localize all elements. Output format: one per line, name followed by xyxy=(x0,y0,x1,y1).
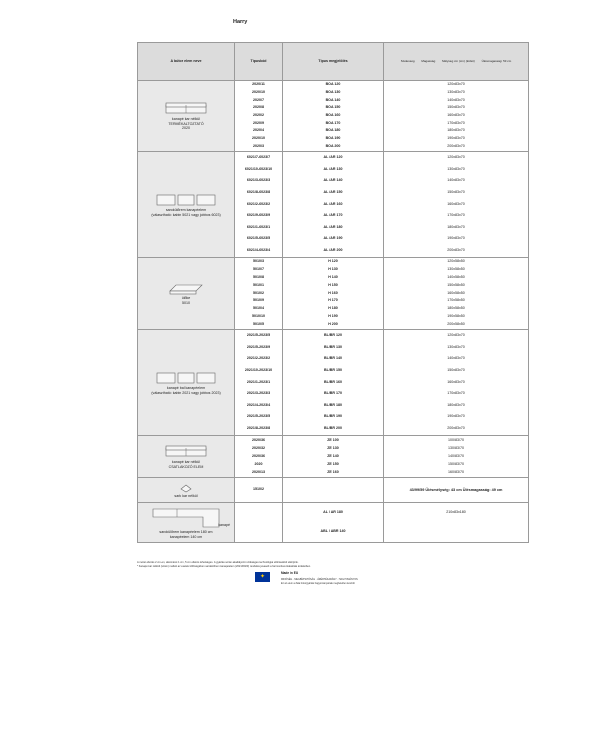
type-label: ABL / ABR 140 xyxy=(320,529,346,534)
type-code: 2020/11 xyxy=(252,82,265,87)
type-code: 2021/2-2023/2 xyxy=(246,356,271,361)
header-item-name: A bútor elem neve xyxy=(138,43,235,81)
type-code: 2020/2 xyxy=(253,113,264,118)
type-code: 5010/9 xyxy=(253,298,264,303)
dimensions-value: 210x83x180 xyxy=(446,510,466,515)
item-name-label: (választható: kabin 5021 vagy jobbos 6023) xyxy=(151,212,221,217)
item-name-label: sark kar nélkül xyxy=(174,493,198,498)
dimensions-cell xyxy=(384,81,529,152)
dimensions-value: 200x83x70 xyxy=(447,425,465,430)
dimensions-cell xyxy=(384,258,529,330)
type-label: H 190 xyxy=(328,313,338,318)
type-code-cell xyxy=(235,330,283,436)
type-code: 2021/5-2023/9 xyxy=(246,344,271,349)
dimensions-value: 160x58x50 xyxy=(447,290,465,295)
type-label: BOA 120 xyxy=(325,82,341,87)
type-label: BOA 160 xyxy=(325,113,341,118)
dimensions-value: 190x58x50 xyxy=(447,313,465,318)
type-code: 6021/8-6023/8 xyxy=(246,189,271,194)
dimensions-value: 150/83/70 xyxy=(448,461,464,466)
type-code: 2020/3 xyxy=(253,143,264,148)
sofa-sketch-icon xyxy=(165,445,207,459)
dimensions-value: 150x58x50 xyxy=(447,282,465,287)
type-code: 5010/8 xyxy=(253,274,264,279)
type-label: BL/BR 120 xyxy=(324,333,342,338)
type-code: 1510/2 xyxy=(253,487,264,492)
table-row xyxy=(138,152,529,258)
type-label: BOA 200 xyxy=(325,143,341,148)
l-shape-sofa-sketch-icon xyxy=(151,507,221,529)
type-label: ZE 130 xyxy=(327,445,339,450)
dimensions-value: 190x83x70 xyxy=(447,236,465,241)
dimensions-value: 120x83x70 xyxy=(447,82,465,87)
table-row xyxy=(138,330,529,436)
item-name-cell xyxy=(138,436,235,478)
type-code: 2021/8-2023/8 xyxy=(246,425,271,430)
type-label: BL/BR 190 xyxy=(324,414,342,419)
type-code: 6021/4-6023/4 xyxy=(246,247,271,252)
dimensions-value: 130x83x70 xyxy=(447,166,465,171)
type-label: ZE 150 xyxy=(327,461,339,466)
stool-sketch-icon xyxy=(179,483,193,493)
item-name-label: 5010 xyxy=(182,300,190,305)
type-label: AL /AR 140 xyxy=(323,178,343,183)
dimensions-value: 130x58x50 xyxy=(447,267,465,272)
type-code-cell xyxy=(235,152,283,258)
made-in-label: Made in EU xyxy=(281,571,299,575)
dimensions-value: 180x83x70 xyxy=(447,128,465,133)
item-name-label: TERMÉKALTOZTATÓ xyxy=(168,121,204,126)
header-dim-height: Magasság xyxy=(421,58,436,63)
item-name-cell xyxy=(138,330,235,436)
header-dimensions xyxy=(384,43,529,81)
type-code-cell xyxy=(235,478,283,503)
dimensions-value: 200x83x70 xyxy=(447,143,465,148)
type-code-cell xyxy=(235,81,283,152)
dimensions-value: 150x83x70 xyxy=(447,189,465,194)
type-label: BOA 140 xyxy=(325,97,341,102)
type-code: 2020 xyxy=(254,461,263,466)
dimensions-value: 160x83x70 xyxy=(447,201,465,206)
type-label: AL /AR 170 xyxy=(323,213,343,218)
type-label: ZE 140 xyxy=(327,453,339,458)
dimensions-value: 180x58x50 xyxy=(447,306,465,311)
dimensions-value: 200x83x70 xyxy=(447,247,465,252)
type-label: BOA 130 xyxy=(325,90,341,95)
type-label: AL /AR 160 xyxy=(323,201,343,206)
type-label: BL/BR 170 xyxy=(324,391,342,396)
type-label: BOA 180 xyxy=(325,128,341,133)
item-name-cell xyxy=(138,503,235,543)
type-code: 2020/4 xyxy=(253,128,264,133)
type-label-cell xyxy=(283,152,384,258)
dimensions-value: 100/83/70 xyxy=(448,437,464,442)
quality-note: MINŐSÉG · MEGBÍZHATÓSÁG · ÁRÉRTÉKARÁNY · HAGYOMÁNYOS xyxy=(281,578,358,581)
type-code: 5010/4 xyxy=(253,306,264,311)
type-code: 5010/3 xyxy=(253,259,264,264)
type-code: 2021/5-2023/5 xyxy=(246,333,271,338)
type-label: BOA 150 xyxy=(325,105,341,110)
tradition-note: Ez az elem a Zala bútorgyártás hagyományainak megfelelően készült xyxy=(281,582,355,585)
type-code: 6021/10-6023/10 xyxy=(244,166,273,171)
item-name-label: sarokülőrem kanapéelem 180 cm xyxy=(159,529,213,534)
dimensions-value: 140x83x70 xyxy=(447,356,465,361)
dimensions-value: 170x83x70 xyxy=(447,213,465,218)
dimensions-value: 43/99/59 Ülésmélység: 43 cm Ülésmagasság: 49 cm xyxy=(409,487,503,492)
dimensions-value: 130x83x70 xyxy=(447,344,465,349)
type-code: 2020/32 xyxy=(252,445,265,450)
footer-note-tolerance: A méret eltérés 2 cm-en, alsóméret 1 cm, 5 cm eltérés lehetséges. A gyártás során akadályozó szükséges technológiai előírásoktól eltérjünk. xyxy=(137,561,299,564)
type-label: BOA 190 xyxy=(325,135,341,140)
sofa-sketch-icon xyxy=(165,102,207,116)
type-label: H 160 xyxy=(328,290,338,295)
dimensions-value: 190x83x70 xyxy=(447,135,465,140)
type-label: H 120 xyxy=(328,259,338,264)
item-name-label: kanapé kar nélkül xyxy=(171,459,201,464)
type-label: BL/BR 140 xyxy=(324,356,342,361)
dimensions-value: 160/83/70 xyxy=(448,469,464,474)
type-label: AL /AR 190 xyxy=(323,236,343,241)
type-code-cell xyxy=(235,436,283,478)
type-label: BL/BR 180 xyxy=(324,402,342,407)
header-dim-seat: Ülésmagasság: 53 cm xyxy=(481,58,512,63)
dimensions-value: 160x83x70 xyxy=(447,379,465,384)
dimensions-value: 180x83x70 xyxy=(447,224,465,229)
type-code: 2021/3-2023/3 xyxy=(246,391,271,396)
footer-note-recommendation: * Kanapé kar nélküli (szám) mellett az esetek többségében sarokülőrem kanapéelem (2021/6023) rendelés javasolt a harmonikus kialakítás érdekében. xyxy=(137,565,311,568)
type-label: AL /AR 130 xyxy=(323,166,343,171)
type-label: AL /AR 150 xyxy=(323,189,343,194)
type-code-cell xyxy=(235,258,283,330)
item-name-cell xyxy=(138,258,235,330)
type-code: 2021/10-2023/10 xyxy=(244,367,273,372)
table-header-row xyxy=(138,43,529,81)
header-dim-width: Szélesség xyxy=(400,58,415,63)
type-code: 2020/7 xyxy=(253,97,264,102)
dimensions-value: 130x83x70 xyxy=(447,90,465,95)
type-label: AL /AR 120 xyxy=(323,155,343,160)
type-label: BL/BR 150 xyxy=(324,367,342,372)
type-label: BL/BR 130 xyxy=(324,344,342,349)
type-code: 2020/36 xyxy=(252,453,265,458)
dimensions-value xyxy=(384,523,528,542)
table-row xyxy=(138,81,529,152)
type-label-cell xyxy=(283,81,384,152)
type-code xyxy=(235,504,282,523)
dimensions-cell xyxy=(384,436,529,478)
dimensions-cell xyxy=(384,478,529,503)
dimensions-value: 120x83x70 xyxy=(447,155,465,160)
type-code: 6021/1-6023/1 xyxy=(246,224,271,229)
dimensions-value: 160x83x70 xyxy=(447,113,465,118)
item-name-label: CSATLAKOZÓ ELEM xyxy=(168,464,204,469)
type-code: 2020/13 xyxy=(252,469,265,474)
item-name-cell xyxy=(138,152,235,258)
type-label: H 180 xyxy=(328,306,338,311)
type-code: 6021/2-6023/2 xyxy=(246,201,271,206)
dimensions-value: 120x58x50 xyxy=(447,259,465,264)
type-code: 5010/1 xyxy=(253,282,264,287)
header-dim-depth: Mélység cm (cm) (külső) xyxy=(442,58,475,63)
dimensions-cell xyxy=(384,503,529,543)
type-code: 5010/5 xyxy=(253,321,264,326)
dimensions-value: 150x83x70 xyxy=(447,105,465,110)
type-code: 5010/10 xyxy=(252,313,265,318)
item-name-label: kanapéelem 140 cm xyxy=(169,534,203,539)
type-code: 2020/10 xyxy=(252,90,265,95)
type-label: H 140 xyxy=(328,274,338,279)
item-name-label: kanapé bal kanapéelem xyxy=(166,385,206,390)
dimensions-value: 140x83x70 xyxy=(447,97,465,102)
type-label: AL /AR 180 xyxy=(323,224,343,229)
item-name-cell xyxy=(138,478,235,503)
table-row xyxy=(138,503,529,543)
type-code: 2021/1-2023/1 xyxy=(246,379,271,384)
dimensions-value: 140/83/70 xyxy=(448,453,464,458)
type-label xyxy=(283,479,383,502)
type-code: 5010/7 xyxy=(253,267,264,272)
item-name-cell xyxy=(138,81,235,152)
type-code: 2020/36 xyxy=(252,437,265,442)
dimensions-value: 170x58x50 xyxy=(447,298,465,303)
dimensions-cell xyxy=(384,152,529,258)
type-code: 2020/10 xyxy=(252,135,265,140)
type-label-cell xyxy=(283,258,384,330)
type-label: H 200 xyxy=(328,321,338,326)
header-type-code: Típuskód xyxy=(235,43,283,81)
type-code: 6021/7-6023/7 xyxy=(246,155,271,160)
type-code: 6021/3-6023/3 xyxy=(246,178,271,183)
dimensions-value: 120x83x70 xyxy=(447,333,465,338)
type-label: H 150 xyxy=(328,282,338,287)
dimensions-value: 130/83/70 xyxy=(448,445,464,450)
dimensions-value: 170x83x70 xyxy=(447,391,465,396)
eu-flag-icon: ✦ xyxy=(255,572,270,582)
dimensions-value: 190x83x70 xyxy=(447,414,465,419)
type-code-cell xyxy=(235,503,283,543)
item-name-label: kanapé kar nélkül xyxy=(171,116,201,121)
dimensions-cell xyxy=(384,330,529,436)
type-code xyxy=(235,523,282,542)
dimensions-value: 150x83x70 xyxy=(447,367,465,372)
item-name-label: 2020 xyxy=(182,126,190,131)
type-label: BL/BR 160 xyxy=(324,379,342,384)
table-row xyxy=(138,478,529,503)
table-row xyxy=(138,436,529,478)
type-label: H 130 xyxy=(328,267,338,272)
type-code: 5010/2 xyxy=(253,290,264,295)
page-title: Harry xyxy=(233,19,248,25)
type-label-cell xyxy=(283,503,384,543)
seat-sketch-icon xyxy=(168,283,204,295)
product-spec-table xyxy=(137,42,529,543)
dimensions-value: 200x58x50 xyxy=(447,321,465,326)
type-label: AL / AR 180 xyxy=(323,510,343,515)
header-type-label: Típus megjelölés xyxy=(283,43,384,81)
type-code: 2020/8 xyxy=(253,105,264,110)
dimensions-value: 140x83x70 xyxy=(447,178,465,183)
dimensions-value: 180x83x70 xyxy=(447,402,465,407)
item-name-label: ülőke xyxy=(181,295,191,300)
corner-sofa-sketch-icon xyxy=(156,193,216,207)
type-code: 2020/9 xyxy=(253,120,264,125)
type-label: H 170 xyxy=(328,298,338,303)
type-label: ZE 160 xyxy=(327,469,339,474)
type-label-cell xyxy=(283,330,384,436)
item-name-label: (választható: kabin 2021 vagy jobbos 2023) xyxy=(151,390,221,395)
type-code: 2021/5-2023/5 xyxy=(246,414,271,419)
type-label-cell xyxy=(283,478,384,503)
type-code: 6021/9-6023/9 xyxy=(246,213,271,218)
type-code: 6021/5-6023/5 xyxy=(246,236,271,241)
type-label-cell xyxy=(283,436,384,478)
type-label: BOA 170 xyxy=(325,120,341,125)
item-side-label: kanapé xyxy=(218,522,230,527)
dimensions-value: 140x58x50 xyxy=(447,274,465,279)
type-code: 2021/4-2023/4 xyxy=(246,402,271,407)
dimensions-value: 170x83x70 xyxy=(447,120,465,125)
type-label: AL /AR 200 xyxy=(323,247,343,252)
type-label: BL/BR 200 xyxy=(324,425,342,430)
corner-sofa-sketch-icon xyxy=(156,371,216,385)
item-name-label: sarokülőrem kanapéelem xyxy=(165,207,207,212)
table-row xyxy=(138,258,529,330)
type-label: ZE 100 xyxy=(327,437,339,442)
